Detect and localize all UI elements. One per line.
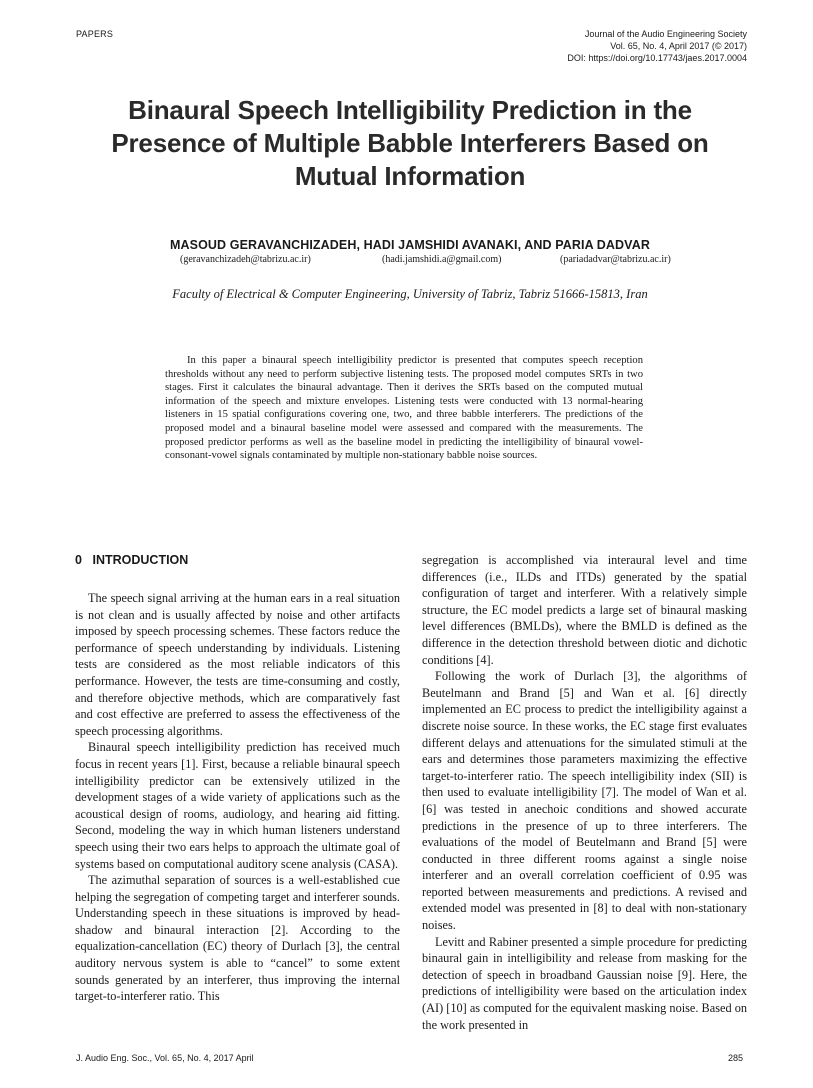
footer-citation: J. Audio Eng. Soc., Vol. 65, No. 4, 2017 April — [76, 1053, 254, 1063]
body-paragraph: Levitt and Rabiner presented a simple procedure for predicting binaural gain in intelligibility and release from masking for the detection of speech in broadband Gaussian noise [9]. Here, the predictions of intelligibility were based on the articulation index (AI) [10] as computed for the equivalent masking noise. Based on the work presented in — [422, 934, 747, 1032]
section-heading — [75, 552, 400, 568]
abstract: In this paper a binaural speech intelligibility predictor is presented that computes speech reception thresholds without any need to perform subjective listening tests. The proposed model computes SRTs in two stages. First it calculates the binaural advantage. Then it derives the SRTs based on the computed mutual information of the speech and mixture envelopes. Listening tests were conducted with 13 normal-hearing listeners in 15 spatial configurations covering one, two, and three babble interferers. The predictions of the proposed model and a binaural baseline model were assessed and compared with the measurements. The proposed predictor performs as well as the baseline model in predicting the intelligibility of binaural vowel-consonant-vowel signals contaminated by multiple non-stationary babble noise sources. — [165, 355, 643, 462]
journal-doi[interactable]: DOI: https://doi.org/10.17743/jaes.2017.0004 — [567, 53, 747, 63]
body-paragraph: Following the work of Durlach [3], the algorithms of Beutelmann and Brand [5] and Wan et al. [6] directly implemented an EC process to predict the intelligibility against a discrete noise source. In these works, the EC stage first evaluates different delays and attenuations for the simulated stimuli at the ears and determines those parameters maximizing the effective target-to-interferer ratio. The speech intelligibility index (SII) is then used to evaluate intelligibility [7]. The model of Wan et al. [6] was tested in anechoic conditions and showed accurate predictions in the presence of up to three interferers. The evaluations of the model of Beutelmann and Brand [5] were conducted in three different rooms against a single noise interferer and an overall correlation coefficient of 0.95 was reported between measurements and predictions. A revised and extended model was presented in [8] to deal with non-stationary noises. — [422, 669, 747, 933]
journal-name: Journal of the Audio Engineering Society — [584, 29, 747, 39]
author-email[interactable]: (hadi.jamshidi.a@gmail.com) — [382, 254, 502, 265]
section-number: 0 — [75, 553, 82, 567]
author-email[interactable]: (pariadadvar@tabrizu.ac.ir) — [560, 254, 671, 265]
title-line: Binaural Speech Intelligibility Prediction in the — [128, 95, 692, 125]
title-line: Mutual Information — [294, 161, 526, 191]
author-email[interactable]: (geravanchizadeh@tabrizu.ac.ir) — [180, 254, 311, 265]
body-paragraph: segregation is accomplished via interaural level and time differences (i.e., ILDs and ITDs) generated by the spatial configuration of target and interferer. With a relatively simple structure, the EC model predicts a large set of binaural masking level differences (BMLDs), where the BMLD is defined as the difference in the detection threshold between diotic and dichotic conditions [4]. — [422, 553, 747, 667]
section-label: PAPERS — [76, 29, 114, 39]
journal-volume: Vol. 65, No. 4, April 2017 (© 2017) — [610, 41, 747, 51]
paper-title — [60, 94, 760, 193]
body-paragraph: The speech signal arriving at the human ears in a real situation is not clean and is usually affected by noise and other artifacts imposed by speech processing schemes. These factors reduce the performance of speech understanding by individuals. Listening tests are considered as the most reliable indicators of this performance. However, the tests are time-consuming and costly, and therefore objective methods, which are comparatively fast and cost effective are preferred to assess the effectiveness of the speech processing algorithms. — [75, 591, 400, 738]
title-line: Presence of Multiple Babble Interferers Based on — [111, 128, 709, 158]
right-column — [422, 552, 747, 1033]
body-paragraph: The azimuthal separation of sources is a well-established cue helping the segregation of competing target and interferer sounds. Understanding speech in these situations is improved by head-shadow and binaural interaction [2]. According to the equalization-cancellation (EC) theory of Durlach [3], the central auditory nervous system is able to “cancel” to some extent sounds generated by an interferer, thus improving the internal target-to-interferer ratio. This — [75, 873, 400, 1004]
page-number: 285 — [727, 1053, 743, 1063]
body-paragraph: Binaural speech intelligibility prediction has received much focus in recent years [1]. First, because a reliable binaural speech intelligibility predictor can be extensively utilized in the development stages of a wide variety of applications such as the acoustical design of rooms, audiology, and hearing aid fitting. Second, modeling the way in which human listeners understand speech using their two ears helps to approach the ultimate goal of systems based on computational auditory scene analysis (CASA). — [75, 740, 400, 871]
section-title: INTRODUCTION — [92, 553, 189, 567]
affiliation: Faculty of Electrical & Computer Engineering, University of Tabriz, Tabriz 51666-15813, Iran — [172, 287, 648, 301]
author-list: MASOUD GERAVANCHIZADEH, HADI JAMSHIDI AVANAKI, AND PARIA DADVAR — [170, 238, 650, 252]
journal-info — [567, 28, 747, 64]
left-column — [75, 552, 400, 1005]
